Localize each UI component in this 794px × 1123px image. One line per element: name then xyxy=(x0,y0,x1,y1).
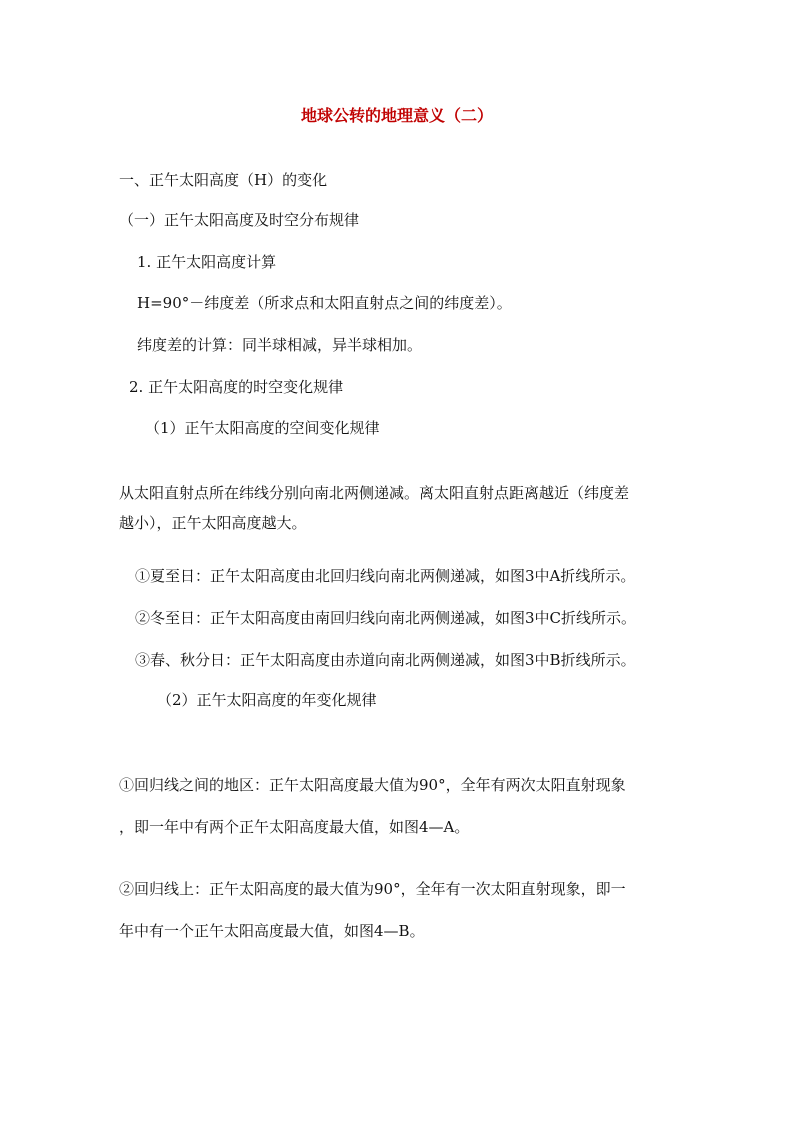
formula-line: H=90°－纬度差（所求点和太阳直射点之间的纬度差）。 xyxy=(137,294,512,312)
paragraph-tropics-line-2: ，即一年中有两个正午太阳高度最大值，如图4—A。 xyxy=(119,818,470,836)
paragraph-line-1: 从太阳直射点所在纬线分别向南北两侧递减。离太阳直射点距离越近（纬度差 xyxy=(119,484,630,502)
item-heading-2: 2. 正午太阳高度的时空变化规律 xyxy=(129,378,344,396)
sub-item-heading-2: （2）正午太阳高度的年变化规律 xyxy=(157,691,377,709)
paragraph-line-2: 越小），正午太阳高度越大。 xyxy=(119,514,307,532)
document-title: 地球公转的地理意义（二） xyxy=(300,106,493,125)
item-heading-1: 1. 正午太阳高度计算 xyxy=(137,253,277,271)
section-heading-1: 一、正午太阳高度（H）的变化 xyxy=(119,171,328,189)
paragraph-tropic-line-1: ②回归线上：正午太阳高度的最大值为90°，全年有一次太阳直射现象，即一 xyxy=(119,880,626,898)
list-item-equinox: ③春、秋分日：正午太阳高度由赤道向南北两侧递减，如图3中B折线所示。 xyxy=(135,651,636,669)
paragraph-tropic-line-2: 年中有一个正午太阳高度最大值，如图4—B。 xyxy=(119,922,425,940)
list-item-summer-solstice: ①夏至日：正午太阳高度由北回归线向南北两侧递减，如图3中A折线所示。 xyxy=(135,567,636,585)
paragraph-tropics-line-1: ①回归线之间的地区：正午太阳高度最大值为90°，全年有两次太阳直射现象 xyxy=(119,776,626,794)
list-item-winter-solstice: ②冬至日：正午太阳高度由南回归线向南北两侧递减，如图3中C折线所示。 xyxy=(135,609,637,627)
latitude-difference-line: 纬度差的计算：同半球相减，异半球相加。 xyxy=(137,336,423,354)
subsection-heading-1: （一）正午太阳高度及时空分布规律 xyxy=(119,211,360,229)
sub-item-heading-1: （1）正午太阳高度的空间变化规律 xyxy=(145,419,380,437)
